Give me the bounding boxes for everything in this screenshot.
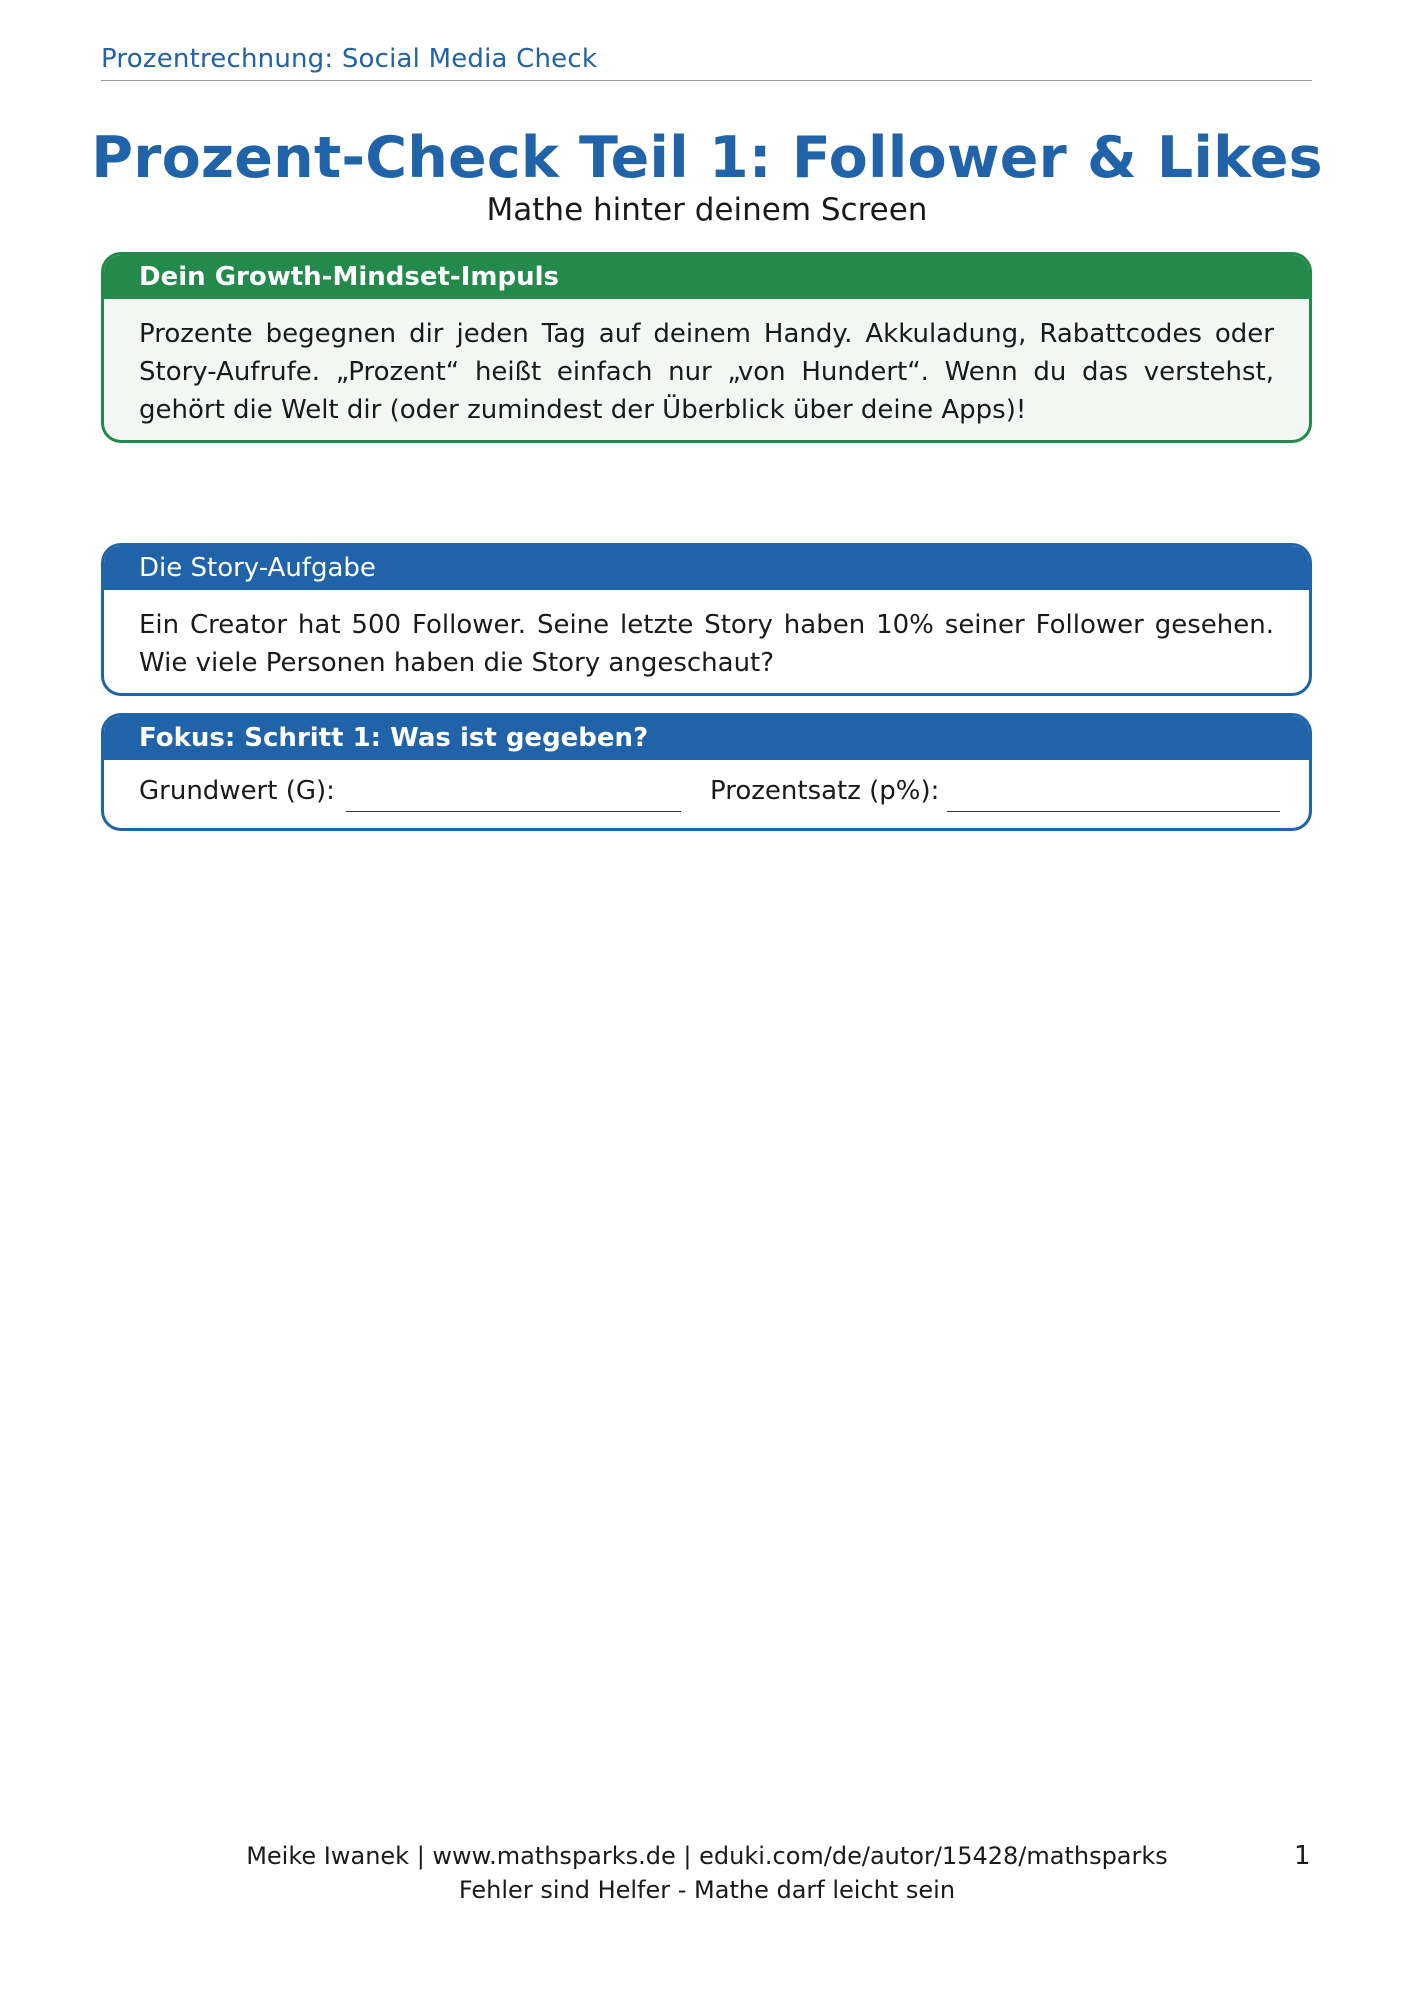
header-divider (101, 80, 1312, 81)
growth-mindset-text: Prozente begegnen dir jeden Tag auf deinem Handy. Akkuladung, Rabattcodes oder Story-Aufrufe. „Prozent“ heißt einfach nur „von Hundert“. Wenn du das verstehst, gehört die Welt dir (oder zumindest der Überblick über deine Apps)! (139, 319, 1274, 425)
story-task-text: Ein Creator hat 500 Follower. Seine letzte Story haben 10% seiner Follower gesehen. Wie viele Personen haben die Story angeschaut? (139, 610, 1274, 678)
page-subtitle: Mathe hinter deinem Screen (486, 192, 928, 228)
page-number: 1 (1294, 1841, 1311, 1871)
focus-step-heading: Fokus: Schritt 1: Was ist gegeben? (104, 716, 1309, 760)
focus-step-box (101, 713, 1312, 831)
grundwert-label: Grundwert (G): (139, 776, 335, 806)
running-header: Prozentrechnung: Social Media Check (101, 44, 598, 74)
story-task-heading: Die Story-Aufgabe (104, 546, 1309, 590)
footer-motto-line: Fehler sind Helfer - Mathe darf leicht sein (458, 1876, 956, 1904)
grundwert-answer-line[interactable] (346, 811, 681, 812)
prozentsatz-label: Prozentsatz (p%): (710, 776, 940, 806)
growth-mindset-heading: Dein Growth-Mindset-Impuls (104, 255, 1309, 299)
growth-mindset-box (101, 252, 1312, 443)
given-values-row (104, 760, 1309, 828)
footer-author-line: Meike Iwanek | www.mathsparks.de | eduki.com/de/autor/15428/mathsparks (246, 1842, 1168, 1870)
story-task-box (101, 543, 1312, 696)
page-title: Prozent-Check Teil 1: Follower & Likes (91, 125, 1323, 191)
prozentsatz-answer-line[interactable] (947, 811, 1280, 812)
